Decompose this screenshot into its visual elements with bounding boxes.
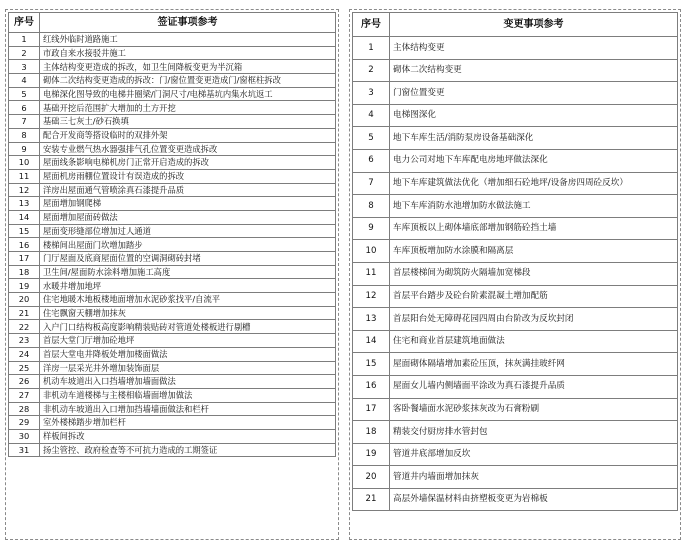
table-row <box>353 149 678 172</box>
table-row <box>9 265 336 279</box>
row-item-text: 主体结构变更 <box>390 37 678 60</box>
table-row <box>9 252 336 266</box>
row-number: 19 <box>353 443 390 466</box>
table-row <box>353 82 678 105</box>
row-number: 20 <box>9 293 40 307</box>
table-row <box>9 334 336 348</box>
row-item-text: 地下车库消防水池增加防水做法施工 <box>390 195 678 218</box>
row-item-text: 首层大堂门厅增加砼地坪 <box>40 334 336 348</box>
row-item-text: 基础开挖后范围扩大增加的土方开挖 <box>40 101 336 115</box>
table-row <box>9 142 336 156</box>
table-row <box>9 60 336 74</box>
table-row <box>353 398 678 421</box>
row-number: 20 <box>353 466 390 489</box>
row-item-text: 洋房出屋面通气管喷涂真石漆提升品质 <box>40 183 336 197</box>
row-item-text: 电梯图深化 <box>390 104 678 127</box>
row-item-text: 门窗位置变更 <box>390 82 678 105</box>
change-items-table <box>352 12 678 511</box>
row-number: 14 <box>9 210 40 224</box>
row-number: 30 <box>9 429 40 443</box>
table-row <box>9 402 336 416</box>
row-number: 6 <box>353 149 390 172</box>
table-row <box>353 330 678 353</box>
row-number: 10 <box>353 240 390 263</box>
row-item-text: 管道井内墙面增加抹灰 <box>390 466 678 489</box>
row-number: 18 <box>353 421 390 444</box>
row-item-text: 屋面砌体隔墙增加素砼压顶，抹灰满挂玻纤网 <box>390 353 678 376</box>
row-item-text: 首层平台踏步及砼台阶素混凝土增加配筋 <box>390 285 678 308</box>
table-row <box>9 210 336 224</box>
row-number: 15 <box>353 353 390 376</box>
table-row <box>9 183 336 197</box>
table-row <box>9 115 336 129</box>
row-item-text: 车库顶板以上砌体墙底部增加钢筋砼挡土墙 <box>390 217 678 240</box>
table-row <box>9 416 336 430</box>
row-item-text: 首层大堂电井降板处增加楼面做法 <box>40 347 336 361</box>
row-number: 10 <box>9 156 40 170</box>
row-number: 6 <box>9 101 40 115</box>
row-item-text: 非机动车道楼梯与主楼相临墙面增加做法 <box>40 388 336 402</box>
row-item-text: 高层外墙保温材料由挤塑板变更为岩棉板 <box>390 488 678 511</box>
row-item-text: 入户门口结构板高度影响精装贴砖对管道处楼板进行剔槽 <box>40 320 336 334</box>
visa-items-panel <box>5 9 339 540</box>
row-item-text: 电梯深化图导致的电梯井圈梁/门洞尺寸/电梯基坑内集水坑返工 <box>40 87 336 101</box>
row-item-text: 门厅屋面及底商屋面位置的空调洞砌砖封堵 <box>40 252 336 266</box>
row-number: 22 <box>9 320 40 334</box>
table-row <box>9 169 336 183</box>
row-number: 9 <box>353 217 390 240</box>
row-item-text: 地下车库生活/消防泵房设备基础深化 <box>390 127 678 150</box>
row-item-text: 屋面增加钢爬梯 <box>40 197 336 211</box>
row-number: 4 <box>353 104 390 127</box>
visa-items-table <box>8 12 336 457</box>
row-number: 18 <box>9 265 40 279</box>
row-number: 21 <box>9 306 40 320</box>
column-header-item: 签证事项参考 <box>40 13 336 33</box>
table-row <box>353 172 678 195</box>
row-item-text: 非机动车坡道出入口增加挡墙墙面做法和栏杆 <box>40 402 336 416</box>
row-number: 8 <box>353 195 390 218</box>
row-number: 5 <box>353 127 390 150</box>
table-row <box>9 293 336 307</box>
table-row <box>9 320 336 334</box>
row-number: 16 <box>353 375 390 398</box>
table-row <box>353 195 678 218</box>
row-item-text: 屋面女儿墙内侧墙面平涂改为真石漆提升品质 <box>390 375 678 398</box>
row-item-text: 安装专业燃气热水器强排气孔位置变更造成拆改 <box>40 142 336 156</box>
row-item-text: 首层阳台处无障碍花园四周由台阶改为反坎封闭 <box>390 308 678 331</box>
table-row <box>353 127 678 150</box>
column-header-no: 序号 <box>353 13 390 37</box>
row-number: 1 <box>9 33 40 47</box>
table-row <box>9 388 336 402</box>
table-row <box>353 59 678 82</box>
table-row <box>353 308 678 331</box>
table-row <box>9 429 336 443</box>
row-number: 27 <box>9 388 40 402</box>
table-row <box>9 128 336 142</box>
row-number: 5 <box>9 87 40 101</box>
change-items-body <box>353 37 678 511</box>
table-header-row <box>9 13 336 33</box>
table-row <box>353 104 678 127</box>
table-header-row <box>353 13 678 37</box>
row-number: 21 <box>353 488 390 511</box>
row-number: 2 <box>9 46 40 60</box>
row-item-text: 市政自来水接驳井施工 <box>40 46 336 60</box>
row-item-text: 红线外临时道路施工 <box>40 33 336 47</box>
row-number: 1 <box>353 37 390 60</box>
column-header-item: 变更事项参考 <box>390 13 678 37</box>
table-row <box>353 466 678 489</box>
table-row <box>353 37 678 60</box>
row-item-text: 屋面增加屋面砖做法 <box>40 210 336 224</box>
row-number: 29 <box>9 416 40 430</box>
row-item-text: 砌体二次结构变更造成的拆改：门/窗位置变更造成门/窗框柱拆改 <box>40 74 336 88</box>
row-item-text: 基础三七灰土/砂石换填 <box>40 115 336 129</box>
table-row <box>9 101 336 115</box>
row-item-text: 客卧餐墙面水泥砂浆抹灰改为石膏粉刷 <box>390 398 678 421</box>
row-number: 11 <box>353 262 390 285</box>
table-row <box>9 33 336 47</box>
row-item-text: 配合开发商等搭设临时的双排外架 <box>40 128 336 142</box>
table-row <box>9 224 336 238</box>
row-item-text: 住宅飘窗天棚增加抹灰 <box>40 306 336 320</box>
row-item-text: 洋房一层采光井外增加装饰面层 <box>40 361 336 375</box>
column-header-no: 序号 <box>9 13 40 33</box>
row-number: 7 <box>353 172 390 195</box>
table-row <box>9 197 336 211</box>
table-row <box>353 443 678 466</box>
row-number: 11 <box>9 169 40 183</box>
table-row <box>353 353 678 376</box>
row-number: 3 <box>9 60 40 74</box>
table-row <box>353 285 678 308</box>
row-number: 9 <box>9 142 40 156</box>
table-row <box>9 443 336 457</box>
row-item-text: 住宅地暖木地板楼地面增加水泥砂浆找平/自流平 <box>40 293 336 307</box>
row-item-text: 精装交付厨房排水管封包 <box>390 421 678 444</box>
table-row <box>9 375 336 389</box>
row-item-text: 屋面变形缝部位增加过人通道 <box>40 224 336 238</box>
table-row <box>9 46 336 60</box>
row-number: 25 <box>9 361 40 375</box>
visa-items-body <box>9 33 336 457</box>
row-number: 23 <box>9 334 40 348</box>
table-row <box>9 361 336 375</box>
row-item-text: 住宅和商业首层建筑地面做法 <box>390 330 678 353</box>
row-number: 15 <box>9 224 40 238</box>
table-row <box>9 279 336 293</box>
table-row <box>9 306 336 320</box>
row-item-text: 屋面机房雨棚位置设计有误造成的拆改 <box>40 169 336 183</box>
row-item-text: 样板间拆改 <box>40 429 336 443</box>
row-number: 3 <box>353 82 390 105</box>
row-number: 31 <box>9 443 40 457</box>
table-row <box>353 421 678 444</box>
table-row <box>353 217 678 240</box>
row-item-text: 地下车库建筑做法优化（增加细石砼地坪/设备房四周砼反坎） <box>390 172 678 195</box>
table-row <box>9 87 336 101</box>
row-item-text: 砌体二次结构变更 <box>390 59 678 82</box>
table-row <box>9 238 336 252</box>
row-number: 8 <box>9 128 40 142</box>
row-item-text: 水暖井增加地坪 <box>40 279 336 293</box>
row-number: 13 <box>353 308 390 331</box>
row-number: 16 <box>9 238 40 252</box>
row-item-text: 楼梯间出屋面门坎增加踏步 <box>40 238 336 252</box>
table-row <box>353 488 678 511</box>
table-row <box>353 262 678 285</box>
row-item-text: 车库顶板增加防水涂膜和隔离层 <box>390 240 678 263</box>
row-number: 19 <box>9 279 40 293</box>
row-number: 26 <box>9 375 40 389</box>
row-number: 14 <box>353 330 390 353</box>
row-number: 12 <box>353 285 390 308</box>
row-number: 24 <box>9 347 40 361</box>
row-item-text: 扬尘管控、政府检查等不可抗力造成的工期签证 <box>40 443 336 457</box>
row-number: 2 <box>353 59 390 82</box>
row-number: 12 <box>9 183 40 197</box>
table-row <box>9 74 336 88</box>
row-item-text: 首层楼梯间为砌筑防火隔墙加宽梯段 <box>390 262 678 285</box>
row-number: 28 <box>9 402 40 416</box>
row-number: 17 <box>353 398 390 421</box>
row-number: 7 <box>9 115 40 129</box>
row-item-text: 管道井底部增加反坎 <box>390 443 678 466</box>
row-number: 13 <box>9 197 40 211</box>
row-number: 17 <box>9 252 40 266</box>
row-item-text: 电力公司对地下车库配电房地坪做法深化 <box>390 149 678 172</box>
row-number: 4 <box>9 74 40 88</box>
row-item-text: 卫生间/屋面防水涂料增加施工高度 <box>40 265 336 279</box>
change-items-panel <box>349 9 681 540</box>
table-row <box>353 240 678 263</box>
table-row <box>9 156 336 170</box>
row-item-text: 室外楼梯踏步增加栏杆 <box>40 416 336 430</box>
row-item-text: 机动车坡道出入口挡墙增加墙面做法 <box>40 375 336 389</box>
row-item-text: 屋面线条影响电梯机房门正常开启造成的拆改 <box>40 156 336 170</box>
row-item-text: 主体结构变更造成的拆改，如卫生间降板变更为半沉箱 <box>40 60 336 74</box>
table-row <box>353 375 678 398</box>
table-row <box>9 347 336 361</box>
